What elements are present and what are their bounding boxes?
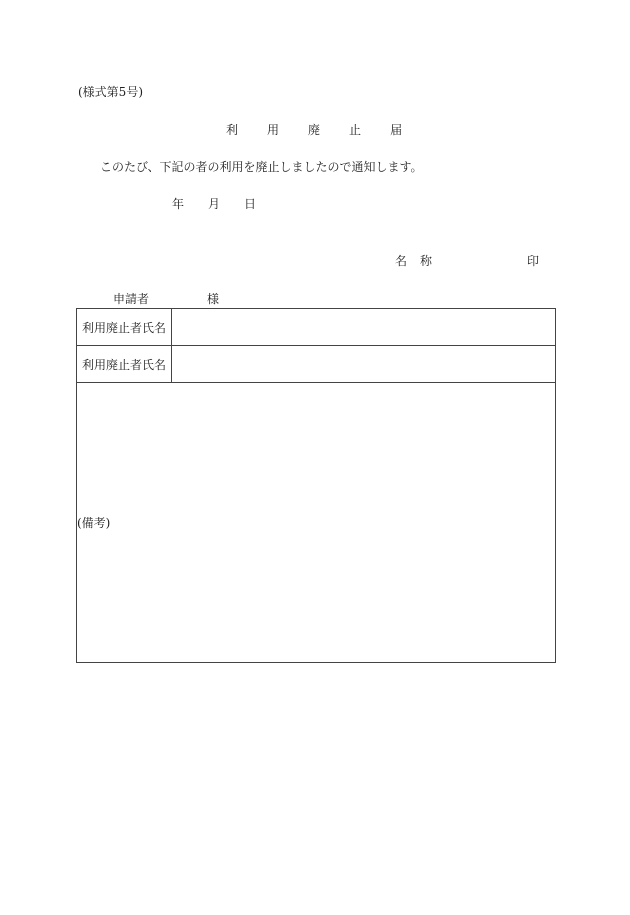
table-row <box>77 346 556 383</box>
applicant-label: 申請者 <box>113 292 150 306</box>
row-label: 利用廃止者氏名 <box>77 346 172 383</box>
table-row <box>77 309 556 346</box>
title-char: 止 <box>349 123 362 137</box>
notice-text: このたび、下記の者の利用を廃止しましたので通知します。 <box>100 160 423 174</box>
applicant-honorific: 様 <box>207 292 220 306</box>
remarks-label: (備考) <box>77 516 111 530</box>
title-char: 用 <box>267 123 280 137</box>
title-char: 届 <box>390 123 403 137</box>
form-number: (様式第5号) <box>78 85 143 99</box>
signature-line <box>395 254 432 268</box>
name-label-char: 称 <box>420 254 433 268</box>
document-title <box>226 123 402 137</box>
date-day: 日 <box>244 197 257 211</box>
date-month: 月 <box>208 197 221 211</box>
seal-mark: 印 <box>527 254 540 268</box>
name-label-char: 名 <box>395 254 408 268</box>
date-line <box>172 197 256 211</box>
form-table <box>76 308 556 663</box>
remarks-row <box>77 383 556 663</box>
name-field[interactable] <box>172 346 556 383</box>
row-label: 利用廃止者氏名 <box>77 309 172 346</box>
name-field[interactable] <box>172 309 556 346</box>
title-char: 利 <box>226 123 239 137</box>
remarks-field[interactable] <box>77 383 556 663</box>
date-year: 年 <box>172 197 185 211</box>
title-char: 廃 <box>308 123 321 137</box>
